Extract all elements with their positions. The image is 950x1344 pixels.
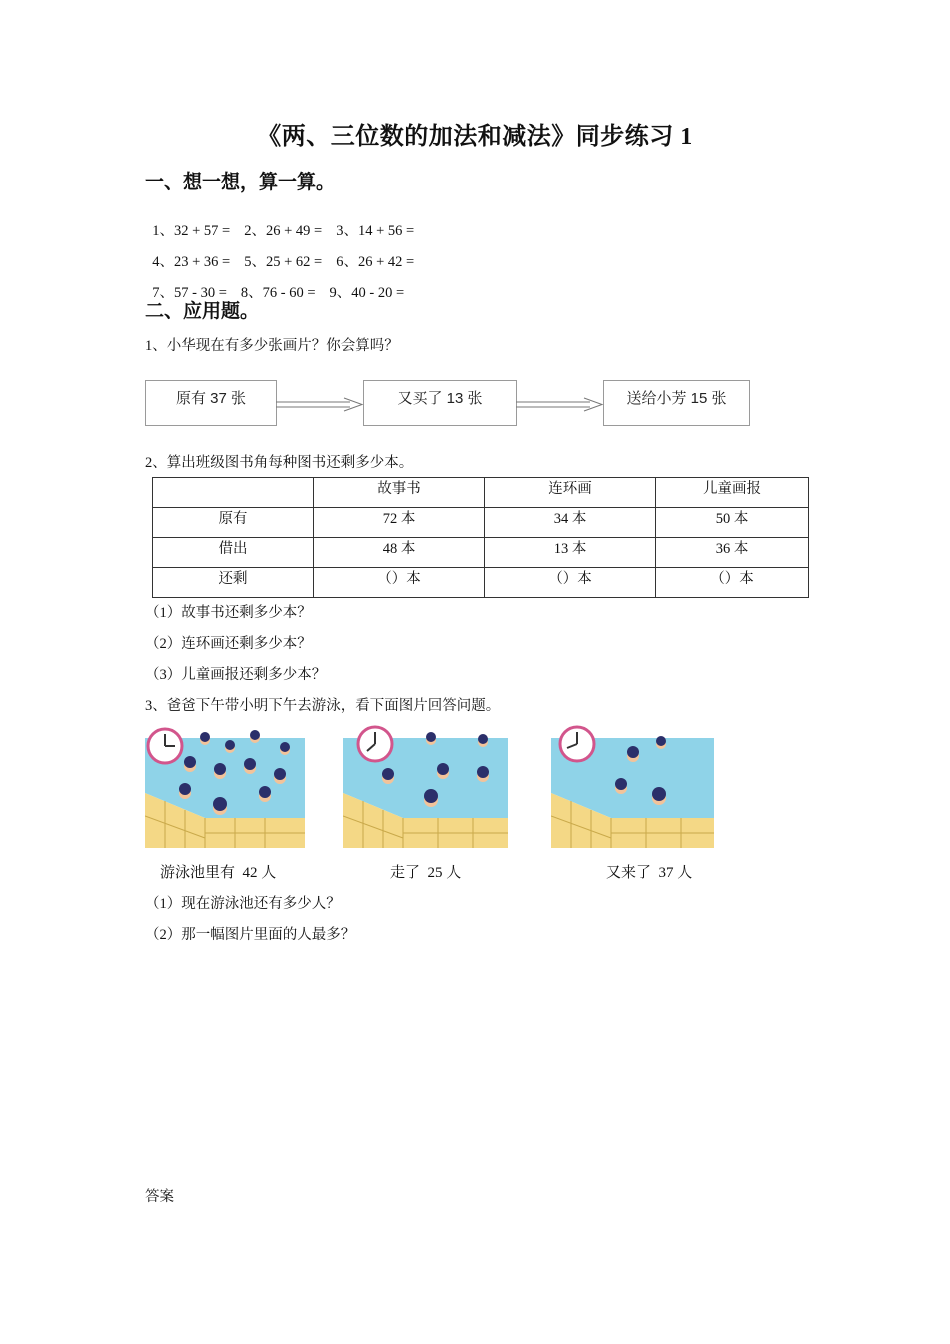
table-row (153, 568, 809, 598)
table-cell: （）本 (485, 568, 656, 598)
arrow-icon (516, 396, 604, 412)
table-row (153, 508, 809, 538)
table-cell: 72 本 (314, 508, 485, 538)
table-cell: 借出 (153, 538, 314, 568)
answer-label: 答案 (145, 1189, 174, 1205)
table-header (153, 478, 314, 508)
table-cell: 34 本 (485, 508, 656, 538)
picture-caption-3: 又来了 37 人 (606, 865, 693, 881)
table-header: 儿童画报 (656, 478, 809, 508)
table-cell: 48 本 (314, 538, 485, 568)
table-header-row (153, 478, 809, 508)
exercise: 6、26 + 42 = (336, 254, 415, 270)
table-cell: 13 本 (485, 538, 656, 568)
section2-heading: 二、应用题。 (145, 301, 260, 322)
exercise: 8、76 - 60 = (240, 285, 316, 301)
table-header: 连环画 (485, 478, 656, 508)
table-cell: 还剩 (153, 568, 314, 598)
book-table (152, 477, 809, 598)
pool-picture-1 (145, 718, 305, 848)
table-header: 故事书 (314, 478, 485, 508)
flow-box-gave: 送给小芳 15 张 (603, 380, 750, 426)
flow-box-bought: 又买了 13 张 (363, 380, 517, 426)
question-1: 1、小华现在有多少张画片？你会算吗？ (145, 338, 399, 354)
pool-picture-2 (343, 718, 508, 848)
exercise: 4、23 + 36 = (152, 254, 231, 270)
table-cell: 50 本 (656, 508, 809, 538)
table-cell: 36 本 (656, 538, 809, 568)
exercise: 2、26 + 49 = (244, 223, 323, 239)
exercise: 3、14 + 56 = (336, 223, 415, 239)
picture-caption-2: 走了 25 人 (390, 865, 462, 881)
table-cell: （）本 (314, 568, 485, 598)
arrow-icon (276, 396, 364, 412)
sub-question: （2）那一幅图片里面的人最多？ (145, 927, 356, 943)
picture-caption-1: 游泳池里有 42 人 (160, 865, 277, 881)
table-row (153, 538, 809, 568)
question-2: 2、算出班级图书角每种图书还剩多少本。 (145, 455, 414, 471)
sub-question: （1）现在游泳池还有多少人？ (145, 896, 341, 912)
sub-question: （2）连环画还剩多少本？ (145, 636, 312, 652)
sub-question: （3）儿童画报还剩多少本？ (145, 667, 327, 683)
section1-heading: 一、想一想，算一算。 (145, 172, 336, 193)
exercise: 1、32 + 57 = (152, 223, 231, 239)
exercise: 7、57 - 30 = (152, 285, 227, 301)
exercise: 5、25 + 62 = (244, 254, 323, 270)
pool-picture-3 (551, 718, 714, 848)
exercise: 9、40 - 20 = (329, 285, 405, 301)
sub-question: （1）故事书还剩多少本？ (145, 605, 312, 621)
flow-box-original: 原有 37 张 (145, 380, 277, 426)
page-title: 《两、三位数的加法和减法》同步练习 1 (257, 124, 693, 150)
table-cell: 原有 (153, 508, 314, 538)
question-3: 3、爸爸下午带小明下午去游泳，看下面图片回答问题。 (145, 698, 501, 714)
table-cell: （）本 (656, 568, 809, 598)
